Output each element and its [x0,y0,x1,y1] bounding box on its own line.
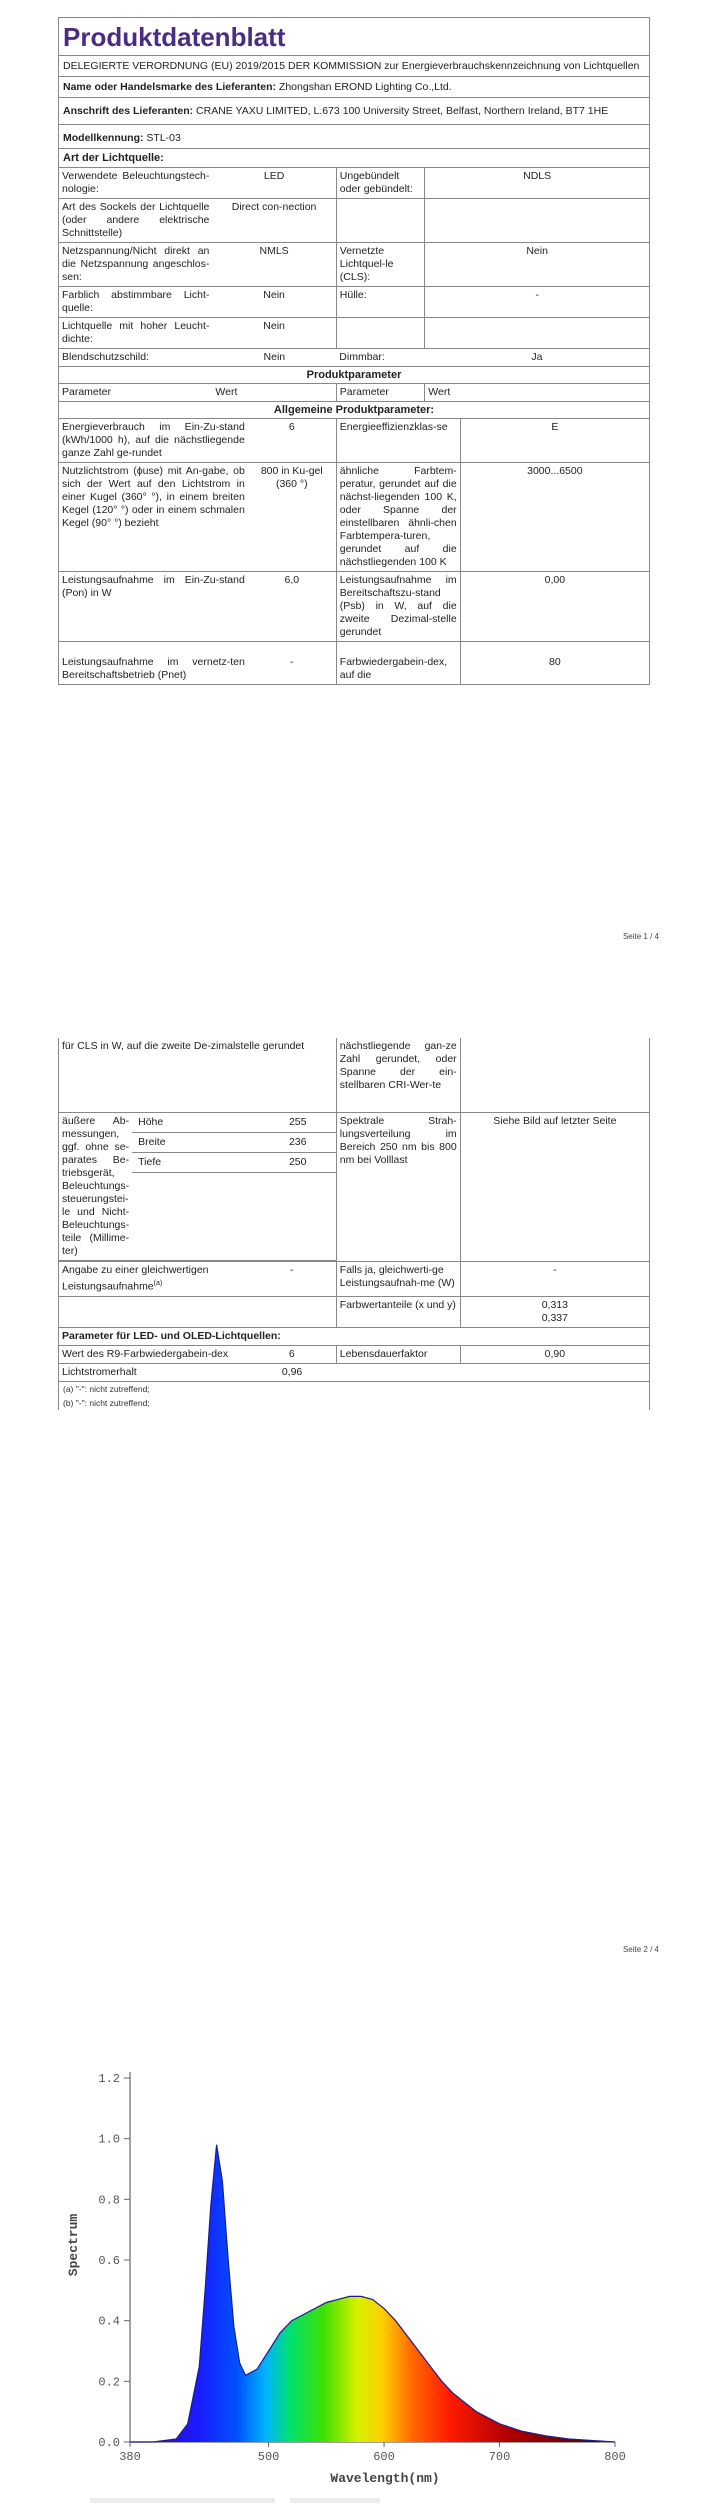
table-row [59,1296,649,1327]
dimensions-row [59,1113,649,1262]
row-value: - [290,656,294,668]
row-value: 800 in Ku-gel (360 °) [248,463,337,572]
row-label: Art des Sockels der Lichtquelle (oder andere elektrische Schnittstelle) [59,199,212,243]
row-label-2: Farbwiedergabein-dex, auf die [336,642,460,685]
lifetime-factor-label: Lebensdauerfaktor [336,1345,460,1363]
row-label: Verwendete Beleuchtungstech-nologie: [59,168,212,199]
lifetime-factor-value: 0,90 [460,1345,649,1363]
table-row [59,243,649,287]
supplier-address: CRANE YAXU LIMITED, L.673 100 University Street, Belfast, Northern Ireland, BT7 1HE [196,105,609,117]
table-row [59,199,649,243]
column-header-table [59,384,649,402]
row-label-2: Leistungsaufnahme im Bereitschaftszu-stand (Psb) in W, auf die zweite Dezimal-stelle gerundet [336,572,460,642]
col-header-value: Wert [212,384,336,402]
table-row [59,642,649,685]
table-row [59,1345,649,1363]
table-row [59,1363,649,1381]
page-number: Seite 1 / 4 [622,932,659,941]
row-label-2: ähnliche Farbtem-peratur, gerundet auf die nächst-liegenden 100 K, oder Spanne der einstellbaren ähnli-chen Farbtempera-turen, gerundet auf die nächstliegenden 100 K [336,463,460,572]
table-row [59,1262,649,1297]
row-label: Farblich abstimmbare Licht-quelle: [59,287,212,318]
spectrum-area [130,2145,615,2442]
y-axis-label: Spectrum [66,2213,81,2277]
row-label-2: Hülle: [336,287,425,318]
table-row [59,463,649,572]
footnote-a: (a) "-": nicht zutreffend; [63,1383,150,1394]
x-axis-label: Wavelength(nm) [330,2471,440,2486]
row-label-2: Ungebündelt oder gebündelt: [336,168,425,199]
x-tick-label: 600 [373,2450,395,2464]
x-tick-label: 700 [488,2450,511,2464]
row-value: 6 [248,419,337,463]
row-label: Netzspannung/Nicht direkt an die Netzspannung angeschlos-sen: [59,243,212,287]
continued-left: für CLS in W, auf die zweite De-zimalstelle gerundet [59,1038,336,1113]
row-label: Leistungsaufnahme im Ein-Zu-stand (Pon) in W [59,572,248,642]
col-header-value-2: Wert [425,384,649,402]
row-value: Nein [212,287,336,318]
y-tick-label: 1.2 [98,2072,120,2086]
scan-artifact [90,2498,275,2503]
row-value-2 [425,199,649,243]
dim-height-label: Höhe [132,1113,260,1133]
row-value-2: 3000...6500 [460,463,649,572]
table-row [59,419,649,463]
flux-maintenance-value: 0,96 [248,1363,337,1381]
chromaticity-x: 0,313 [541,1298,568,1311]
spectrum-chart [55,2060,655,2490]
page-3 [0,2000,707,2510]
spectral-label: Spektrale Strah-lungsverteilung im Bereich 250 nm bis 800 nm bei Volllast [336,1113,460,1262]
chromaticity-y: 0,337 [541,1311,568,1324]
row-label-2 [336,318,425,349]
general-params-heading: Allgemeine Produktparameter: [59,402,649,419]
col-header-parameter-2: Parameter [336,384,425,402]
model-label: Modellkennung: [63,132,144,144]
r9-label: Wert des R9-Farbwiedergabein-dex [59,1345,248,1363]
row-label-2: Dimmbar: [336,349,425,367]
datasheet-page-1 [58,17,650,685]
row-label: Nutzlichtstrom (ϕuse) mit An-gabe, ob sich der Wert auf den Lichtstrom in einer Kugel (360° °), in einem breiten Kegel (120° °) oder in einem schmalen Kegel (90° °) bezieht [59,463,248,572]
product-params-heading: Produktparameter [59,367,649,384]
x-tick-label: 800 [604,2450,626,2464]
scan-artifact [290,2498,380,2503]
dim-depth-value: 250 [260,1153,336,1173]
dim-width-value: 236 [260,1133,336,1153]
equivalent-power-label: Angabe zu einer gleichwertigen Leistungsaufnahme$^{(a)}$ [59,1262,248,1297]
equivalent-power-value: - [248,1262,337,1297]
table-row [59,318,649,349]
supplier-address-label: Anschrift des Lieferanten: [63,105,194,117]
row-label: Blendschutzschild: [59,349,212,367]
row-value: Direct con-nection [212,199,336,243]
page-number: Seite 2 / 4 [622,1945,659,1954]
dimensions-label: äußere Ab-messungen, ggf. ohne se-parates Be-triebsgerät, Beleuchtungs-steuerungstei-le und Nicht-Beleuchtungs-teile (Millime-ter) [59,1113,132,1261]
general-params-table [59,419,649,684]
table-row [59,168,649,199]
footnote-ref-a: (a) [153,1280,163,1287]
row-value: NMLS [212,243,336,287]
y-tick-label: 0.6 [98,2254,120,2268]
row-value-2 [425,318,649,349]
x-tick-label: 500 [257,2450,280,2464]
row-value: Nein [212,349,336,367]
y-tick-label: 1.0 [98,2132,120,2147]
page-1 [0,0,707,960]
col-header-parameter: Parameter [59,384,212,402]
row-label-2: Vernetzte Lichtquel-le (CLS): [336,243,425,287]
dim-height-value: 255 [260,1113,336,1133]
x-tick-label: 380 [119,2450,141,2464]
y-tick-label: 0.8 [98,2193,120,2208]
table-row [59,349,649,367]
supplier-address-row [59,98,649,125]
model-id: STL-03 [146,132,181,144]
continued-table [59,1038,649,1382]
light-source-type-heading: Art der Lichtquelle: [59,149,649,168]
spectral-value: Siehe Bild auf letzter Seite [460,1113,649,1262]
row-value-2: Ja [425,349,649,367]
y-tick-label: 0.2 [98,2375,120,2390]
row-value: Nein [212,318,336,349]
page-2 [0,1020,707,1970]
supplier-name-label: Name oder Handelsmarke des Lieferanten: [63,81,276,93]
chromaticity-label: Farbwertanteile (x und y) [336,1296,460,1327]
row-value: LED [212,168,336,199]
row-value-2: 80 [460,642,649,685]
row-label-2 [336,199,425,243]
equivalent-power-right-value: - [460,1262,649,1297]
datasheet-page-2 [58,1038,650,1410]
continued-right: nächstliegende gan-ze Zahl gerundet, oder Spanne der ein-stellbaren CRI-Wer-te [336,1038,460,1113]
dim-depth-label: Tiefe [132,1153,260,1173]
table-row [59,287,649,318]
r9-value: 6 [248,1345,337,1363]
row-label-2: Energieeffizienzklas-se [336,419,460,463]
footnote-b: (b) "-": nicht zutreffend; [63,1397,150,1408]
page-title: Produktdatenblatt [59,18,649,56]
light-source-type-table [59,168,649,367]
y-tick-label: 0.0 [98,2436,120,2450]
row-label: Energieverbrauch im Ein-Zu-stand (kWh/1000 h), auf die nächstliegende ganze Zahl ge-rundet [59,419,248,463]
table-row [59,572,649,642]
y-tick-label: 0.4 [98,2314,120,2329]
equivalent-power-right-label: Falls ja, gleichwerti-ge Leistungsaufnah-me (W) [336,1262,460,1297]
row-label: Leistungsaufnahme im vernetz-ten Bereitschaftsbetrieb (Pnet) [62,656,245,681]
supplier-name: Zhongshan EROND Lighting Co.,Ltd. [278,81,452,93]
table-row [59,1038,649,1113]
row-label: Lichtquelle mit hoher Leucht-dichte: [59,318,212,349]
row-value-2: 0,00 [460,572,649,642]
led-params-heading: Parameter für LED- und OLED-Lichtquellen: [59,1327,649,1345]
supplier-name-row [59,77,649,98]
row-value-2: Nein [425,243,649,287]
chromaticity-values [460,1296,649,1327]
dim-width-label: Breite [132,1133,260,1153]
row-value-2: - [425,287,649,318]
row-value-2: E [460,419,649,463]
flux-maintenance-label: Lichtstromerhalt [59,1363,248,1381]
model-row [59,125,649,149]
row-value: 6,0 [248,572,337,642]
row-value-2: NDLS [425,168,649,199]
regulation-text: DELEGIERTE VERORDNUNG (EU) 2019/2015 DER KOMMISSION zur Energieverbrauchskennzeichnung von Lichtquellen [59,56,649,77]
